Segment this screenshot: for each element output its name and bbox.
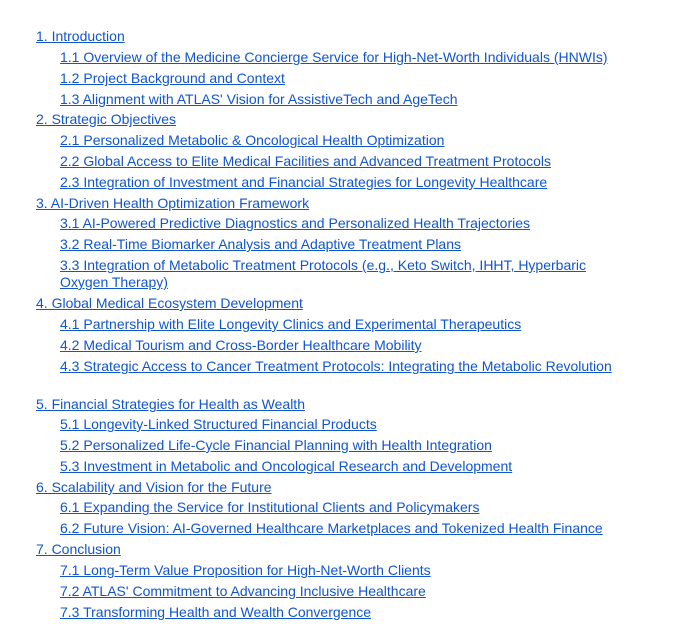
toc-section-7-conclusion[interactable]: 7. Conclusion — [36, 541, 121, 557]
toc-item-1-2[interactable]: 1.2 Project Background and Context — [60, 70, 285, 86]
toc-item-5-1[interactable]: 5.1 Longevity-Linked Structured Financial Products — [60, 416, 377, 432]
toc-section-1-introduction[interactable]: 1. Introduction — [36, 28, 125, 44]
toc-item-3-2[interactable]: 3.2 Real-Time Biomarker Analysis and Adaptive Treatment Plans — [60, 236, 462, 252]
toc-item-1-3[interactable]: 1.3 Alignment with ATLAS' Vision for AssistiveTech and AgeTech — [60, 91, 458, 107]
toc-item-6-2[interactable]: 6.2 Future Vision: AI-Governed Healthcare Marketplaces and Tokenized Health Finance — [60, 520, 603, 536]
toc-item-3-1[interactable]: 3.1 AI-Powered Predictive Diagnostics and Personalized Health Trajectories — [60, 215, 531, 231]
toc-item-5-3[interactable]: 5.3 Investment in Metabolic and Oncological Research and Development — [60, 458, 513, 474]
toc-section-2-strategic-objectives[interactable]: 2. Strategic Objectives — [36, 111, 177, 127]
toc-section-4-ecosystem[interactable]: 4. Global Medical Ecosystem Development — [36, 295, 303, 311]
toc-item-3-3[interactable]: 3.3 Integration of Metabolic Treatment Protocols (e.g., Keto Switch, IHHT, Hyperbaric Oxygen Therapy) — [60, 257, 587, 290]
toc-item-4-3[interactable]: 4.3 Strategic Access to Cancer Treatment Protocols: Integrating the Metabolic Revolution — [60, 358, 612, 374]
toc-item-2-2[interactable]: 2.2 Global Access to Elite Medical Facilities and Advanced Treatment Protocols — [60, 153, 552, 169]
toc-item-5-2[interactable]: 5.2 Personalized Life-Cycle Financial Planning with Health Integration — [60, 437, 492, 453]
toc-section-6-scalability[interactable]: 6. Scalability and Vision for the Future — [36, 479, 272, 495]
toc-item-2-1[interactable]: 2.1 Personalized Metabolic & Oncological Health Optimization — [60, 132, 445, 148]
toc-item-4-1[interactable]: 4.1 Partnership with Elite Longevity Clinics and Experimental Therapeutics — [60, 316, 522, 332]
toc-item-1-1[interactable]: 1.1 Overview of the Medicine Concierge Service for High-Net-Worth Individuals (HNWIs) — [60, 49, 608, 65]
toc-section-5-financial[interactable]: 5. Financial Strategies for Health as Wealth — [36, 396, 305, 412]
toc-item-6-1[interactable]: 6.1 Expanding the Service for Institutional Clients and Policymakers — [60, 499, 480, 515]
toc-item-2-3[interactable]: 2.3 Integration of Investment and Financial Strategies for Longevity Healthcare — [60, 174, 548, 190]
toc-section-3-ai-framework[interactable]: 3. AI-Driven Health Optimization Framework — [36, 195, 310, 211]
toc-item-4-2[interactable]: 4.2 Medical Tourism and Cross-Border Healthcare Mobility — [60, 337, 422, 353]
toc-item-7-2[interactable]: 7.2 ATLAS' Commitment to Advancing Inclusive Healthcare — [60, 583, 426, 599]
toc-item-7-3[interactable]: 7.3 Transforming Health and Wealth Convergence — [60, 604, 372, 620]
toc-item-7-1[interactable]: 7.1 Long-Term Value Proposition for High-Net-Worth Clients — [60, 562, 431, 578]
